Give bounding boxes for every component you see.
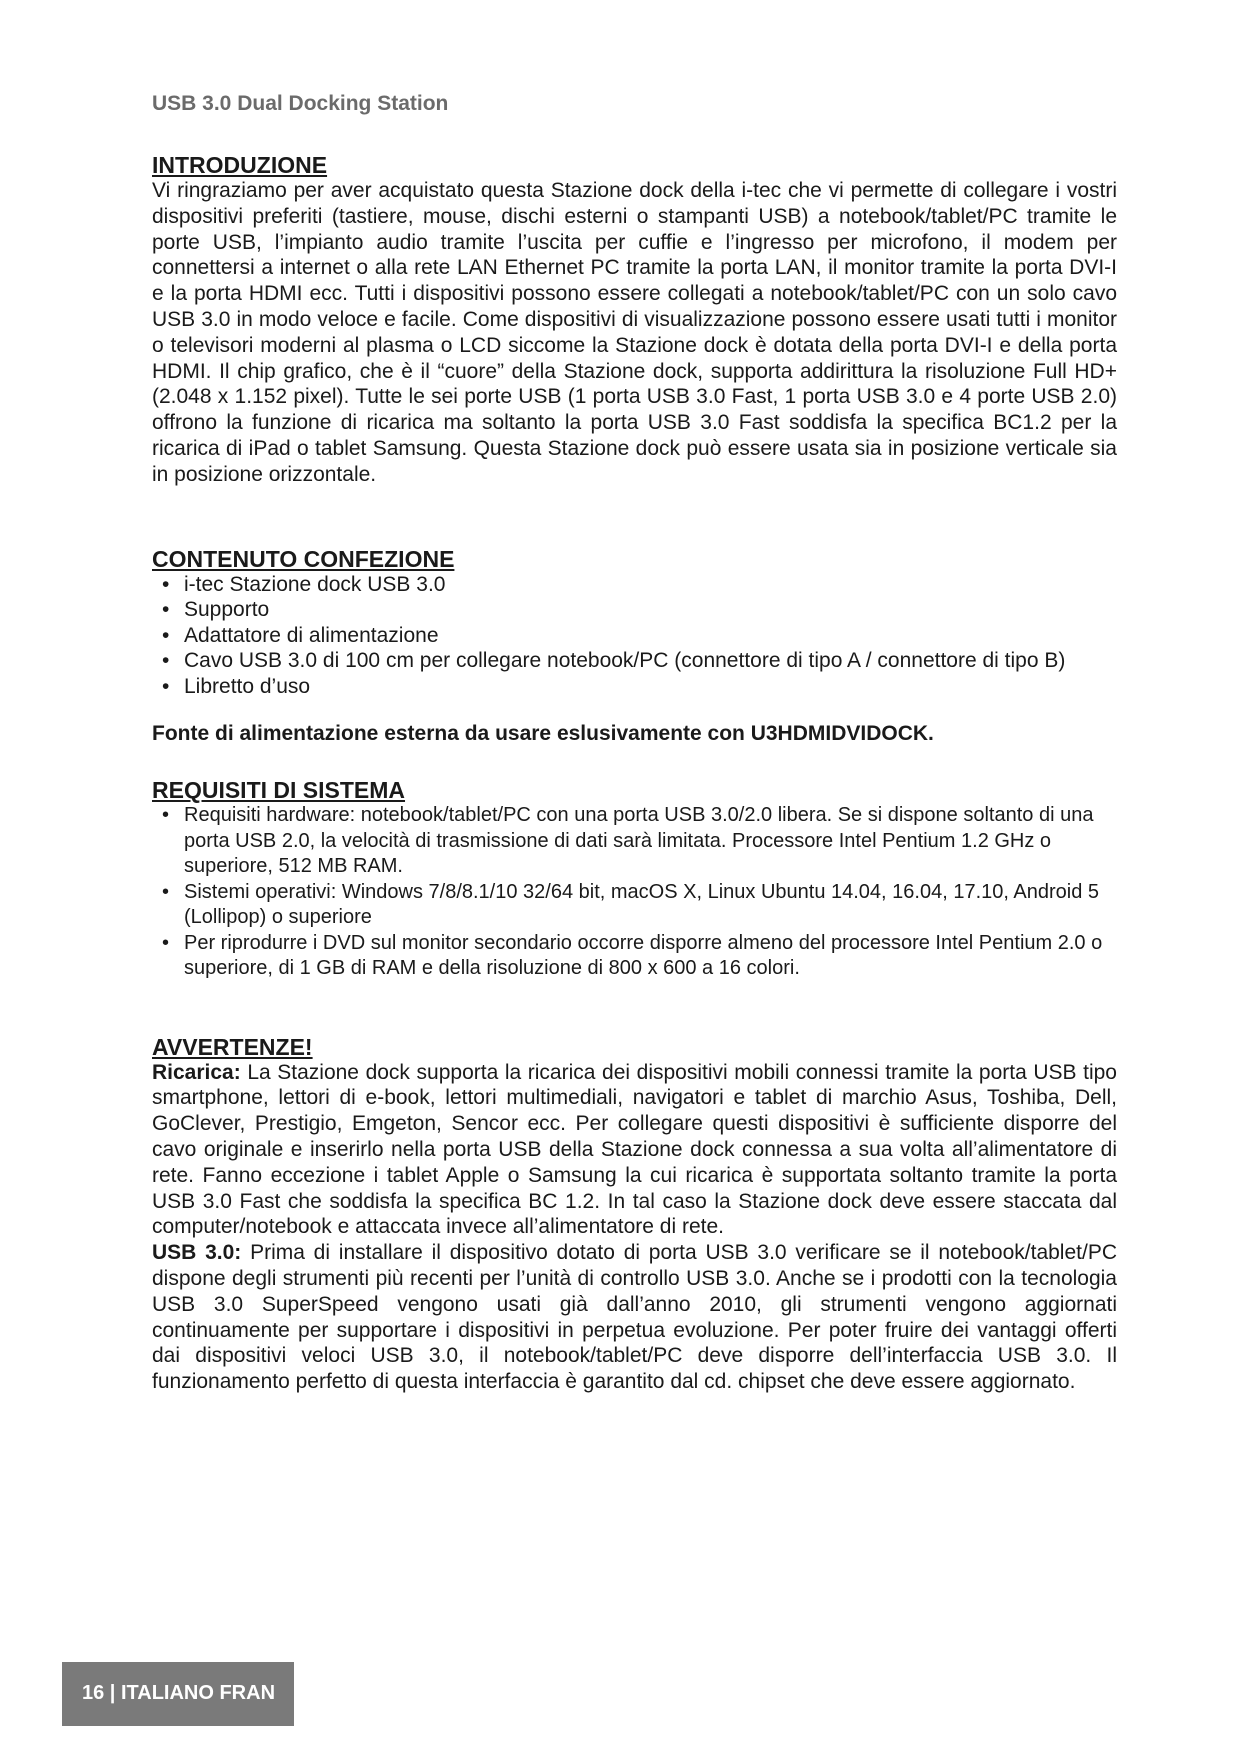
running-header: USB 3.0 Dual Docking Station	[152, 92, 449, 115]
charging-paragraph	[152, 1060, 1117, 1241]
list-item: • Cavo USB 3.0 di 100 cm per collegare notebook/PC (connettore di tipo A / connettore di tipo B)	[152, 648, 1117, 674]
charging-text: La Stazione dock supporta la ricarica dei dispositivi mobili connessi tramite la porta USB tipo smartphone, lettori di e-book, lettori multimediali, navigatori e tablet di marchio Asus, Toshiba, Dell, GoClever, Prestigio, Emgeton, Sencor ecc. Per collegare questi dispositivi è sufficiente disporre del cavo originale e inserirlo nella porta USB della Stazione dock connessa a sua volta all’alimentatore di rete. Fanno eccezione i tablet Apple o Samsung la cui ricarica è supportata soltanto tramite la porta USB 3.0 Fast che soddisfa la specifica BC 1.2. In tal caso la Stazione dock deve essere staccata dal computer/notebook e attaccata invece all’alimentatore di rete.	[152, 1060, 1117, 1239]
list-item: • Per riprodurre i DVD sul monitor secondario occorre disporre almeno del processore Intel Pentium 2.0 o superiore, di 1 GB di RAM e della risoluzione di 800 x 600 a 16 colori.	[152, 931, 1117, 982]
list-item: • Supporto	[152, 597, 1117, 623]
charging-label: Ricarica:	[152, 1060, 241, 1084]
list-item: • Adattatore di alimentazione	[152, 623, 1117, 649]
main-content	[152, 152, 1117, 1395]
package-contents-heading: CONTENUTO CONFEZIONE	[152, 545, 455, 572]
list-item: • Sistemi operativi: Windows 7/8/8.1/10 32/64 bit, macOS X, Linux Ubuntu 14.04, 16.04, 17.10, Android 5 (Lollipop) o superiore	[152, 880, 1117, 931]
list-item: • Libretto d’uso	[152, 674, 1117, 700]
usb3-text: Prima di installare il dispositivo dotato di porta USB 3.0 verificare se il notebook/tablet/PC dispone degli strumenti più recenti per l’unità di controllo USB 3.0. Anche se i prodotti con la tecnologia USB 3.0 SuperSpeed vengono usati già dall’anno 2010, gli strumenti vengono aggiornati continuamente per supportare i dispositivi in perpetua evoluzione. Per poter fruire dei vantaggi offerti dai dispositivi veloci USB 3.0, il notebook/tablet/PC deve disporre dell’interfaccia USB 3.0. Il funzionamento perfetto di questa interfaccia è garantito dal cd. chipset che deve essere aggiornato.	[152, 1241, 1117, 1394]
list-item: • i-tec Stazione dock USB 3.0	[152, 572, 1117, 598]
package-contents-list	[152, 572, 1117, 700]
package-contents-section	[152, 546, 1117, 700]
power-supply-note: Fonte di alimentazione esterna da usare eslusivamente con U3HDMIDVIDOCK.	[152, 722, 934, 746]
usb3-label: USB 3.0:	[152, 1241, 242, 1265]
system-requirements-list	[152, 803, 1117, 982]
usb3-paragraph	[152, 1240, 1117, 1395]
introduction-section	[152, 152, 1117, 488]
warnings-heading: AVVERTENZE!	[152, 1033, 313, 1060]
page-footer-tab	[62, 1662, 294, 1726]
list-item: • Requisiti hardware: notebook/tablet/PC con una porta USB 3.0/2.0 libera. Se si dispone soltanto di una porta USB 2.0, la velocità di trasmissione di dati sarà limitata. Processore Intel Pentium 1.2 GHz o superiore, 512 MB RAM.	[152, 803, 1117, 880]
system-requirements-heading: REQUISITI DI SISTEMA	[152, 777, 406, 804]
system-requirements-section	[152, 777, 1117, 982]
warnings-section	[152, 1034, 1117, 1395]
page-number-label: 16 | ITALIANO FRAN	[82, 1682, 276, 1704]
introduction-text: Vi ringraziamo per aver acquistato questa Stazione dock della i-tec che vi permette di collegare i vostri dispositivi preferiti (tastiere, mouse, dischi esterni o stampanti USB) a notebook/tablet/PC tramite le porte USB, l’impianto audio tramite l’uscita per cuffie e l’ingresso per microfono, il modem per connettersi a internet o alla rete LAN Ethernet PC tramite la porta LAN, il monitor tramite la porta DVI-I e la porta HDMI ecc. Tutti i dispositivi possono essere collegati a notebook/tablet/PC con un solo cavo USB 3.0 in modo veloce e facile. Come dispositivi di visualizzazione possono essere usati tutti i monitor o televisori moderni al plasma o LCD siccome la Stazione dock è dotata della porta DVI-I e della porta HDMI. Il chip grafico, che è il “cuore” della Stazione dock, supporta addirittura la risoluzione Full HD+ (2.048 x 1.152 pixel). Tutte le sei porte USB (1 porta USB 3.0 Fast, 1 porta USB 3.0 e 4 porte USB 2.0) offrono la funzione di ricarica ma soltanto la porta USB 3.0 Fast soddisfa la specifica BC1.2 per la ricarica di iPad o tablet Samsung. Questa Stazione dock può essere usata sia in posizione verticale sia in posizione orizzontale.	[152, 179, 1117, 486]
introduction-heading: INTRODUZIONE	[152, 152, 328, 178]
